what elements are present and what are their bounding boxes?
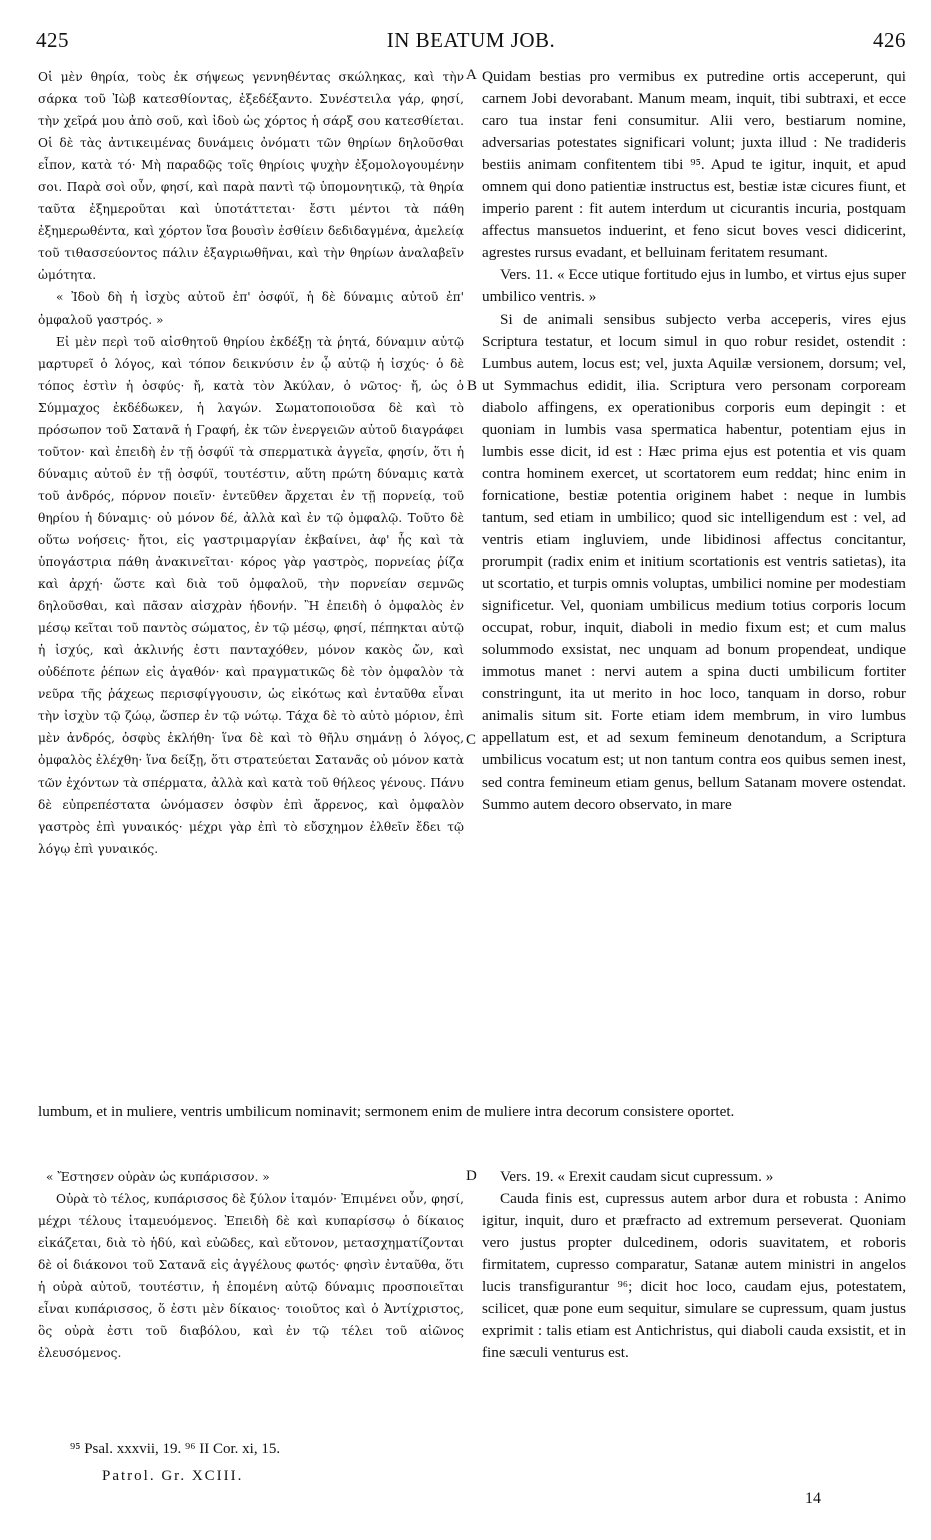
margin-marker-a: A bbox=[466, 67, 477, 83]
greek-column-top bbox=[38, 66, 464, 860]
latin-spanning-line: lumbum, et in muliere, ventris umbilicum nominavit; sermonem enim de muliere intra decorum consistere oportet. bbox=[38, 1103, 735, 1120]
latin-paragraph: Si de animali sensibus subjecto verba acceperis, vires ejus Scriptura testatur, et locum simul in quo robur residet, ostendit : Lumbus autem, locus est; vel, juxta Aquilæ versionem, dorsum; vel, ut Symmachus edidit, ilia. Scriptura vero personam corpoream diabolo affingens, ex operationibus corporis eum depingit : et quoniam in lumbis vasa spermatica habentur, potentiam ejus in lumbis esse dicit, id est : Hæc prima ejus est potentia et vis quam contra hominem exercet, ut scortatorem eum reddat; hinc enim in fornicatione, bestiæ potentia originem habet : neque in lumbis tantum, sed etiam in umbilico; quod sic intelligendum est : vel, ad ventris etiam ingluviem, unde libidinosi affectus concitantur, prorumpit (radix enim et initium scortationis est ventris satietas), ita ut scortatio, et turpis omnis voluptas, umbilici nomine per modestiam significetur. Vel, quoniam umbilicus medium totius corporis locum occupat, robur, inquit, diaboli in medio fixum est; et cum malus solummodo exsistat, nec unquam ad bonum propendeat, undique immotus manet : nervi autem a spina ducti umbilicum fortiter constringunt, ita ut merito in hoc loco, tanquam in dorso, robur animalis situm sit. Forte etiam idem membrum, in viro lumbus appellatum est, et ad sexum femineum denotandum, a Scriptura umbilicus vocatum est; ut non tantum contra eos quibus semen inest, sed contra femineum etiam genus, bellum Satanam movere ostendat. Summo autem decoro observato, in mare bbox=[482, 310, 906, 813]
latin-verse-heading: Vers. 11. « Ecce utique fortitudo ejus in lumbo, et virtus ejus super umbilico ventris. » bbox=[482, 266, 906, 306]
greek-paragraph: Οἱ μὲν θηρία, τοὺς ἐκ σήψεως γεννηθέντας σκώληκας, καὶ τὴν σάρκα τοῦ Ἰὼβ κατεσθίοντας, ἐξεδέξαντο. Συνέστειλα γάρ, φησί, τὴν χεῖρά μου ἀπὸ σοῦ, καὶ ἰδοὺ ὡς χόρτος ἡ σάρξ σου κατεσθίεται. Οἱ δὲ τὰς ἀντικειμένας δυνάμεις ὀνόματι τῶν θηρίων δηλοῦσθαι εἶπον, κατὰ τό· Μὴ παραδῷς τοῖς θηρίοις ψυχὴν ἐξομολογουμένην σοι. Παρὰ σοὶ οὖν, φησί, καὶ παρὰ παντὶ τῷ ὑπομονητικῷ, τὰ θηρία ταῦτα ἐξημεροῦται καὶ ὑποτάττεται· ἔστι μέντοι τὰ πάθη ἐξημερωθέντα, καὶ χόρτον ἴσα βουσὶν ἐσθίειν δεδιδαγμένα, ἀμελείᾳ τοῦ τιθασσεύοντος πάλιν ἐξαγριωθῆναι, καὶ τὴν θηρίων ἀναλαβεῖν ὠμότητα. bbox=[38, 70, 464, 283]
latin-column-bottom bbox=[482, 1166, 906, 1364]
printer-signature: Patrol. Gr. XCIII. bbox=[102, 1468, 244, 1484]
latin-paragraph: Cauda finis est, cupressus autem arbor dura et robusta : Animo igitur, inquit, duro et præfracto ad extremum perseverat. Quoniam vero justus propter dulcedinem, odoris suavitatem, et roboris firmitatem, cupresso comparatur, Satanæ autem ministri in angelos lucis transfigurantur ⁹⁶; dicit hoc loco, caudam ejus, potestatem, scilicet, quæ pone eum sequitur, simulare se cupressum, quam justus exprimit : talis etiam est Antichristus, qui diaboli cauda exsistit, et in fine sæculi venturus est. bbox=[482, 1190, 906, 1362]
running-title: IN BEATUM JOB. bbox=[386, 28, 556, 52]
greek-column-bottom bbox=[38, 1166, 464, 1364]
greek-paragraph: Οὐρὰ τὸ τέλος, κυπάρισσος δὲ ξύλον ἰταμόν· Ἐπιμένει οὖν, φησί, μέχρι τέλους ἰταμευόμενος. Ἐπειδὴ δὲ καὶ κυπαρίσσῳ ὁ δίκαιος εἰκάζεται, διὰ τὸ ἡδύ, καὶ εὐῶδες, καὶ εὔτονον, μετασχηματίζονται δὲ οἱ διάκονοι τοῦ Σατανᾶ εἰς ἀγγέλους φωτός· φησὶν ἐνταῦθα, ὅτι ἡ οὐρὰ αὐτοῦ, τουτέστιν, ἡ ἑπομένη αὐτῷ δύναμις προσποιεῖται εἶναι κυπάρισσος, ὅ ἐστι μὲν δίκαιος· τοιοῦτος καὶ ὁ Ἀντίχριστος, ὃς οὐρὰ ἐστι τοῦ διαβόλου, καὶ ἐν τῷ τέλει τοῦ αἰῶνος ἐλευσόμενος. bbox=[38, 1192, 464, 1361]
running-header bbox=[36, 28, 906, 64]
page-number-left: 425 bbox=[36, 28, 69, 52]
footnotes: ⁹⁵ Psal. xxxvii, 19. ⁹⁶ II Cor. xi, 15. bbox=[70, 1441, 281, 1457]
latin-column-top bbox=[482, 66, 906, 816]
greek-paragraph: Εἰ μὲν περὶ τοῦ αἰσθητοῦ θηρίου ἐκδέξῃ τὰ ῥητά, δύναμιν αὐτῷ μαρτυρεῖ ὁ λόγος, καὶ τόπον δεικνύσιν ἐν ᾧ αὐτῷ ἡ ἰσχύς· ὁ δὲ τόπος ἐστὶν ἡ ὀσφύς· ἤ, κατὰ τὸν Ἀκύλαν, ὁ νῶτος· ἤ, ὡς ὁ Σύμμαχος ἐκδέδωκεν, ἡ λαγών. Σωματοποιοῦσα δὲ καὶ τὸ πρόσωπον τοῦ Σατανᾶ ἡ Γραφή, ἐκ τῶν ἐνεργειῶν αὐτοῦ διαγράφει τοῦτον· καὶ ἐπειδὴ ἐν τῇ ὀσφύϊ τὰ σπερματικὰ ἀγγεῖα, φησίν, ὅτι ἡ δύναμις αὐτοῦ ἐν τῇ ὀσφύϊ, τουτέστιν, αὕτη πρώτη δύναμις κατὰ τοῦ ἀνδρός, πόρνον ποιεῖν· ἐντεῦθεν ἄρχεται ἐν τῇ πορνείᾳ, τοῦ θηρίου ἡ δύναμις· οὐ μόνον δέ, ἀλλὰ καὶ ἐν τῷ ὀμφαλῷ. Τοῦτο δὲ οὕτω νοήσεις· ἤτοι, εἰς γαστριμαργίαν ἐκβαίνει, ἀφ' ἧς καὶ τὰ ὑπογάστρια πάθη ἀνακινεῖται· κόρος γὰρ γαστρὸς, πορνείας ῥίζα καὶ ἀρχή· ὥστε καὶ διὰ τοῦ ὀμφαλοῦ, τὴν πορνείαν σεμνῶς δηλοῦσθαι, καὶ πᾶσαν αἰσχρὰν ἡδονήν. Ἢ ἐπειδὴ ὁ ὀμφαλὸς ἐν μέσῳ κεῖται τοῦ παντὸς σώματος, ἐν τῷ μέσῳ, φησί, πέπηκται αὐτῷ ἡ ἰσχύς, καὶ ἀκλινής ἐστι πανταχόθεν, μόνον κακὸς ὤν, καὶ οὐδέποτε ῥέπων εἰς ἀγαθόν· καὶ πραγματικῶς δὲ τὸν ὀμφαλὸν τὰ νεῦρα τῆς ῥάχεως περισφίγγουσιν, ὡς εἰκότως καὶ ἐνταῦθα εἶναι τὴν ἰσχὺν τῷ ζώῳ, ὥσπερ ἐν τῷ νώτῳ. Τάχα δὲ τὸ αὐτὸ μόριον, ἐπὶ μὲν ἀνδρός, ὀσφὺς ἐκλήθη· ἵνα δὲ καὶ τὸ θῆλυ σημάνῃ ὁ λόγος, ὀμφαλὸς ἐλέχθη· ἵνα δείξῃ, ὅτι στρατεύεται Σατανᾶς οὐ μόνον κατὰ τῶν ἐχόντων τὰ σπέρματα, ἀλλὰ καὶ κατὰ τοῦ θήλεος γένους. Πάνυ δὲ εὐπρεπέστατα ὠνόμασεν ὀσφὺν ἐπὶ ἄρρενος, καὶ ὀμφαλὸν γαστρὸς ἐπὶ γυναικός· μέχρι γὰρ ἐπὶ τὸ εὔσχημον ἐλθεῖν ἔδει τῷ λόγῳ ἐπὶ γυναικός. bbox=[38, 334, 464, 856]
margin-marker-b: B bbox=[467, 378, 478, 394]
signature-number: 14 bbox=[805, 1490, 821, 1507]
margin-marker-d: D bbox=[466, 1168, 477, 1184]
latin-paragraph: Quidam bestias pro vermibus ex putredine ortis acceperunt, qui carnem Jobi devorabant. Manum meam, inquit, tibi subtraxi, et ecce caro tua instar feni consumitur. Alii vero, bestiarum nomine, adversarias potestates significari volunt; juxta illud : Ne tradideris bestiis animam confitentem tibi ⁹⁵. Apud te igitur, inquit, et apud omnem qui dono patientiæ instructus est, bestiæ istæ cicures fiunt, et imperio parent : fit autem interdum ut cicurantis incuria, postquam affectus mansuetos induerint, et feno sicut boves vesci didicerint, agrestes rursus evadant, et belluinam feritatem resumant. bbox=[482, 68, 906, 262]
greek-verse-quote: « Ἔστησεν οὐρὰν ὡς κυπάρισσον. » bbox=[46, 1170, 270, 1184]
greek-verse-quote: « Ἰδοὺ δὴ ἡ ἰσχὺς αὐτοῦ ἐπ' ὀσφύϊ, ἡ δὲ δύναμις αὐτοῦ ἐπ' ὀμφαλοῦ γαστρός. » bbox=[38, 290, 464, 327]
latin-verse-heading: Vers. 19. « Erexit caudam sicut cupressum. » bbox=[500, 1168, 774, 1185]
page-number-right: 426 bbox=[873, 28, 906, 52]
margin-marker-c: C bbox=[466, 732, 477, 748]
